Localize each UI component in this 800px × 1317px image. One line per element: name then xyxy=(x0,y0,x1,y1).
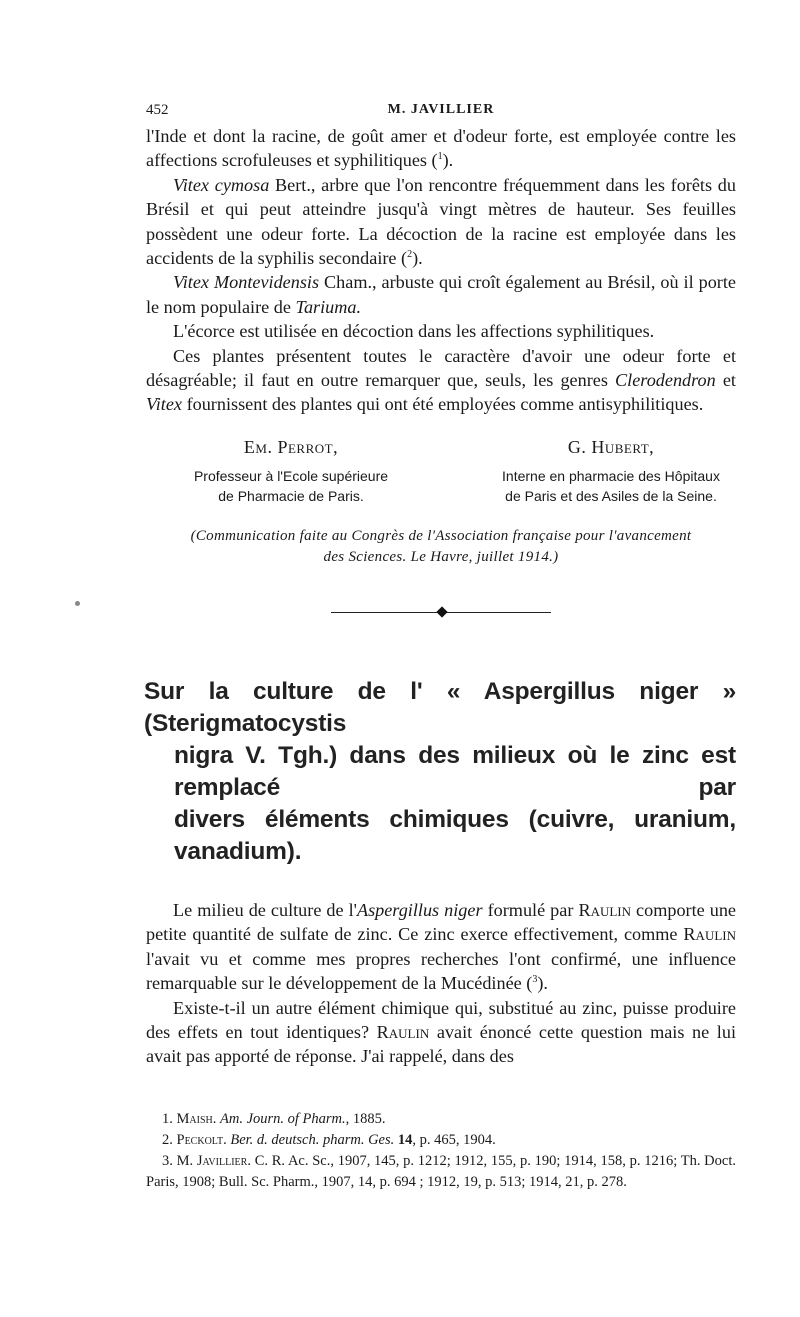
communication-line: des Sciences. Le Havre, juillet 1914.) xyxy=(323,548,559,565)
paragraph xyxy=(146,898,736,996)
footnote-number: 1. xyxy=(162,1110,173,1127)
footnote-text: , 1885. xyxy=(345,1110,386,1127)
species-name: Aspergillus niger xyxy=(356,899,483,920)
popular-name: Tariuma. xyxy=(295,296,362,317)
signature-role: de Paris et des Asiles de la Seine. xyxy=(505,487,717,504)
paragraph-text: ). xyxy=(412,248,423,269)
signature-name: G. Hubert, xyxy=(567,436,655,457)
diamond-icon xyxy=(436,606,447,617)
paragraph xyxy=(146,173,736,271)
footnote-number: 3. xyxy=(162,1152,173,1169)
genus-name: Clerodendron xyxy=(615,370,716,391)
paragraph-text: formulé par xyxy=(482,899,579,920)
title-line: Sur la culture de l' « Aspergillus niger » (Sterigmatocystis xyxy=(144,677,736,737)
paragraph xyxy=(146,344,736,417)
footnote xyxy=(146,1151,736,1193)
paragraph-text: L'écorce est utilisée en décoction dans les affections syphilitiques. xyxy=(173,321,655,342)
paragraph xyxy=(146,270,736,319)
author-name: Raulin xyxy=(683,924,736,945)
footnote xyxy=(146,1109,736,1130)
footnote-author: M. Javillier. xyxy=(176,1152,251,1169)
author-name: Raulin xyxy=(376,1021,430,1042)
paragraph-text: ). xyxy=(537,973,548,994)
paragraph-text: Cham., arbuste qui croît également au Brésil, où il porte le nom populaire de xyxy=(146,272,736,317)
intro-text xyxy=(146,124,736,417)
paragraph-text: comporte une petite quantité de sulfate de zinc. Ce zinc exerce effectivement, comme xyxy=(146,899,737,945)
paragraph-text: l'avait vu et comme mes propres recherches l'ont confirmé, une influence remarquable sur le développement de la Mucédinée ( xyxy=(146,948,736,994)
document-page xyxy=(146,100,736,1193)
scan-speck xyxy=(75,601,80,606)
footnote-ref[interactable]: 1 xyxy=(437,151,443,163)
signature-role: de Pharmacie de Paris. xyxy=(218,487,364,504)
genus-name: Vitex xyxy=(146,394,183,415)
footnote-source: Ber. d. deutsch. pharm. Ges. xyxy=(230,1131,395,1148)
paragraph-text: Ces plantes présentent toutes le caractère d'avoir une odeur forte et désagréable; il faut en outre remarquer que, seuls, les genres xyxy=(146,345,736,391)
paragraph-text: Le milieu de culture de l' xyxy=(173,899,357,920)
footnote-ref[interactable]: 3 xyxy=(532,974,538,986)
paragraph-text: Existe-t-il un autre élément chimique qui, substitué au zinc, puisse produire des effets en tout identiques? xyxy=(146,997,736,1042)
communication-note xyxy=(146,526,736,568)
page-number: 452 xyxy=(146,102,169,118)
section-divider xyxy=(331,606,551,620)
species-name: Vitex Montevidensis xyxy=(173,272,320,293)
signature-perrot xyxy=(146,437,436,506)
paragraph-text: avait énoncé cette question mais ne lui avait pas apporté de réponse. J'ai rappelé, dans des xyxy=(146,1021,736,1067)
footnote-volume: 14 xyxy=(397,1131,413,1148)
article-text xyxy=(146,898,736,1069)
footnote xyxy=(146,1130,736,1151)
species-name: Vitex cymosa xyxy=(173,174,270,195)
paragraph xyxy=(146,319,736,343)
signature-name: Em. Perrot, xyxy=(243,436,339,457)
paragraph-text: et xyxy=(715,370,736,391)
signature-role: Interne en pharmacie des Hôpitaux xyxy=(502,467,720,484)
footnote-author: Maish. xyxy=(176,1110,217,1127)
title-line: nigra V. Tgh.) dans des milieux où le zinc est remplacé par xyxy=(174,741,736,801)
footnote-text: C. R. Ac. Sc., 1907, 145, p. 1212; 1912, 155, p. 190; 1914, 158, p. 1216; Th. Doct. Paris, 1908; Bull. Sc. Pharm., 1907, 14, p. 694 ; 1912, 19, p. 513; 1914, 21, p. 278. xyxy=(146,1152,736,1190)
footnote-source: Am. Journ. of Pharm. xyxy=(219,1110,346,1127)
signature-role: Professeur à l'Ecole supérieure xyxy=(193,467,389,484)
paragraph-text: fournissent des plantes qui ont été employées comme antisyphilitiques. xyxy=(182,394,704,415)
title-line: divers éléments chimiques (cuivre, uranium, vanadium). xyxy=(174,805,736,865)
footnote-author: Peckolt. xyxy=(176,1131,227,1148)
running-title: M. JAVILLIER xyxy=(387,102,495,117)
footnote-number: 2. xyxy=(162,1131,173,1148)
signature-hubert xyxy=(466,437,756,506)
paragraph xyxy=(146,124,736,173)
paragraph xyxy=(146,996,736,1069)
article-title xyxy=(144,676,736,868)
footnote-text: , p. 465, 1904. xyxy=(412,1131,496,1148)
signatures xyxy=(146,437,736,506)
paragraph-text: ). xyxy=(442,150,454,171)
footnote-ref[interactable]: 2 xyxy=(407,248,413,260)
paragraph-text: Bert., arbre que l'on rencontre fréquemment dans les forêts du Brésil et qui peut atteindre jusqu'à vingt mètres de hauteur. Ses feuilles possèdent une odeur forte. La décoction de la racine est employée dans les accidents de la syphilis secondaire ( xyxy=(146,174,736,269)
footnotes xyxy=(146,1109,736,1193)
running-head xyxy=(146,100,736,124)
communication-line: (Communication faite au Congrès de l'Association française pour l'avancement xyxy=(190,527,692,544)
paragraph-text: l'Inde et dont la racine, de goût amer et d'odeur forte, est employée contre les affections scrofuleuses et syphilitiques ( xyxy=(146,126,736,171)
author-name: Raulin xyxy=(578,899,632,920)
